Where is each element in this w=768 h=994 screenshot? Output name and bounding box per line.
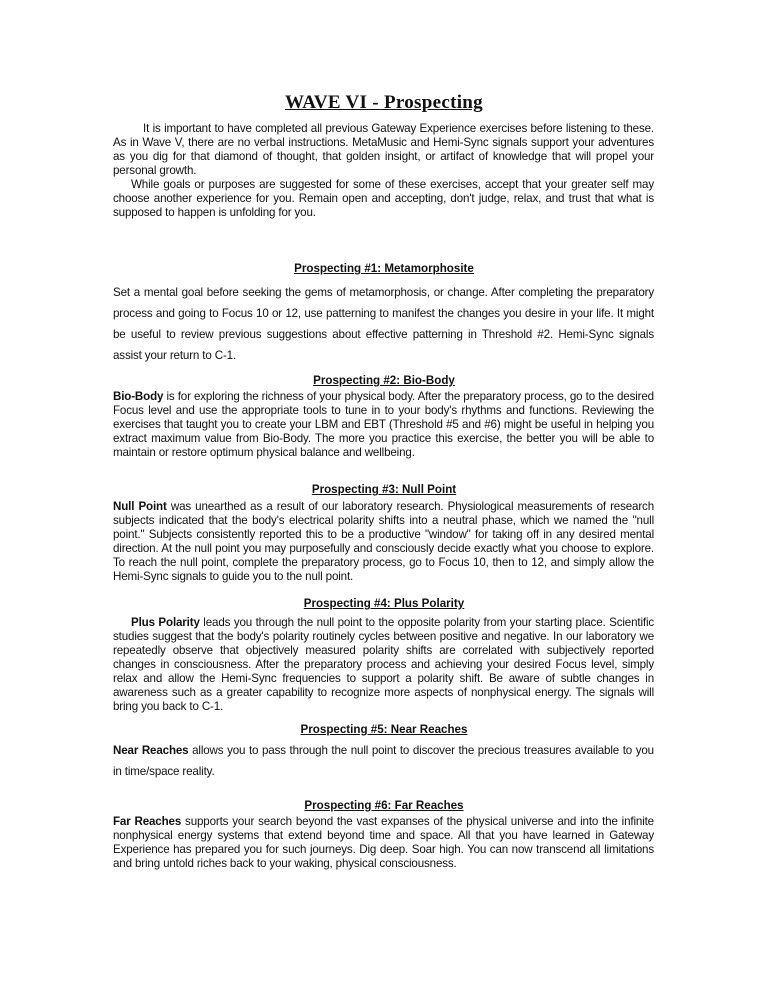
page-title: WAVE VI - Prospecting [285, 92, 483, 113]
section-lead: Null Point [113, 500, 167, 513]
section-text: supports your search beyond the vast expanses of the physical universe and into the infinite nonphysical energy systems that extend beyond time and space. All that you have learned in Gateway Experience has prepared you for such journeys. Dig deep. Soar high. You can now transcend all limitations and bring untold riches back to your waking, physical consciousness. [113, 815, 654, 870]
section-heading: Prospecting #2: Bio-Body [313, 374, 455, 387]
section-heading: Prospecting #3: Null Point [311, 483, 457, 496]
section-text: Set a mental goal before seeking the gems of metamorphosis, or change. After completing the preparatory process and going to Focus 10 or 12, use patterning to manifest the changes you desire in your life. It might be useful to review previous suggestions about effective patterning in Threshold #2. Hemi-Sync signals assist your return to C-1. [113, 286, 654, 362]
section-text: allows you to pass through the null point to discover the precious treasures available to you in time/space reality. [113, 744, 654, 778]
section-text: leads you through the null point to the opposite polarity from your starting place. Scientific studies suggest that the body's polarity routinely cycles between positive and negative. In our laboratory we repeatedly observe that objectively measured polarity shifts are correlated with subjectively reported changes in consciousness. After the preparatory process and achieving your desired Focus level, simply relax and allow the Hemi-Sync frequencies to support a polarity shift. Be aware of subtle changes in awareness such as a greater capability to recognize more aspects of nonphysical energy. The signals will bring you back to C-1. [113, 616, 655, 713]
section-body [113, 282, 654, 366]
section-heading: Prospecting #5: Near Reaches [300, 723, 468, 736]
section-body [113, 616, 654, 714]
section-body [113, 815, 654, 871]
section-body [113, 740, 654, 782]
intro [113, 122, 654, 220]
intro-paragraph: While goals or purposes are suggested for some of these exercises, accept that your greater self may choose another experience for you. Remain open and accepting, don't judge, relax, and trust that what is supposed to happen is unfolding for you. [113, 178, 654, 219]
section-body [113, 500, 654, 584]
intro-paragraph: It is important to have completed all previous Gateway Experience exercises before listening to these. As in Wave V, there are no verbal instructions. MetaMusic and Hemi-Sync signals support your adventures as you dig for that diamond of thought, that golden insight, or artifact of knowledge that will propel your personal growth. [113, 122, 654, 177]
section-heading: Prospecting #4: Plus Polarity [303, 597, 465, 610]
section-lead: Plus Polarity [131, 616, 200, 629]
section-lead: Far Reaches [113, 815, 182, 828]
section-text: is for exploring the richness of your physical body. After the preparatory process, go to the desired Focus level and use the appropriate tools to tune in to your body's rhythms and functions. Reviewing the exercises that taught you to create your LBM and EBT (Threshold #5 and #6) might be useful in helping you extract maximum value from Bio-Body. The more you practice this exercise, the better you will be able to maintain or restore optimum physical balance and wellbeing. [113, 390, 654, 459]
section-heading: Prospecting #1: Metamorphosite [294, 262, 474, 275]
section-lead: Near Reaches [113, 744, 189, 757]
section-lead: Bio-Body [113, 390, 164, 403]
section-body [113, 390, 654, 460]
section-text: was unearthed as a result of our laboratory research. Physiological measurements of research subjects indicated that the body's electrical polarity shifts into a neutral phase, which we named the "null point." Subjects consistently reported this to be a productive "window" for taking off in any desired mental direction. At the null point you may purposefully and consciously decide exactly what you choose to explore. To reach the null point, complete the preparatory process, go to Focus 10, then to 12, and simply allow the Hemi-Sync signals to guide you to the null point. [113, 500, 654, 583]
section-heading: Prospecting #6: Far Reaches [304, 799, 464, 812]
